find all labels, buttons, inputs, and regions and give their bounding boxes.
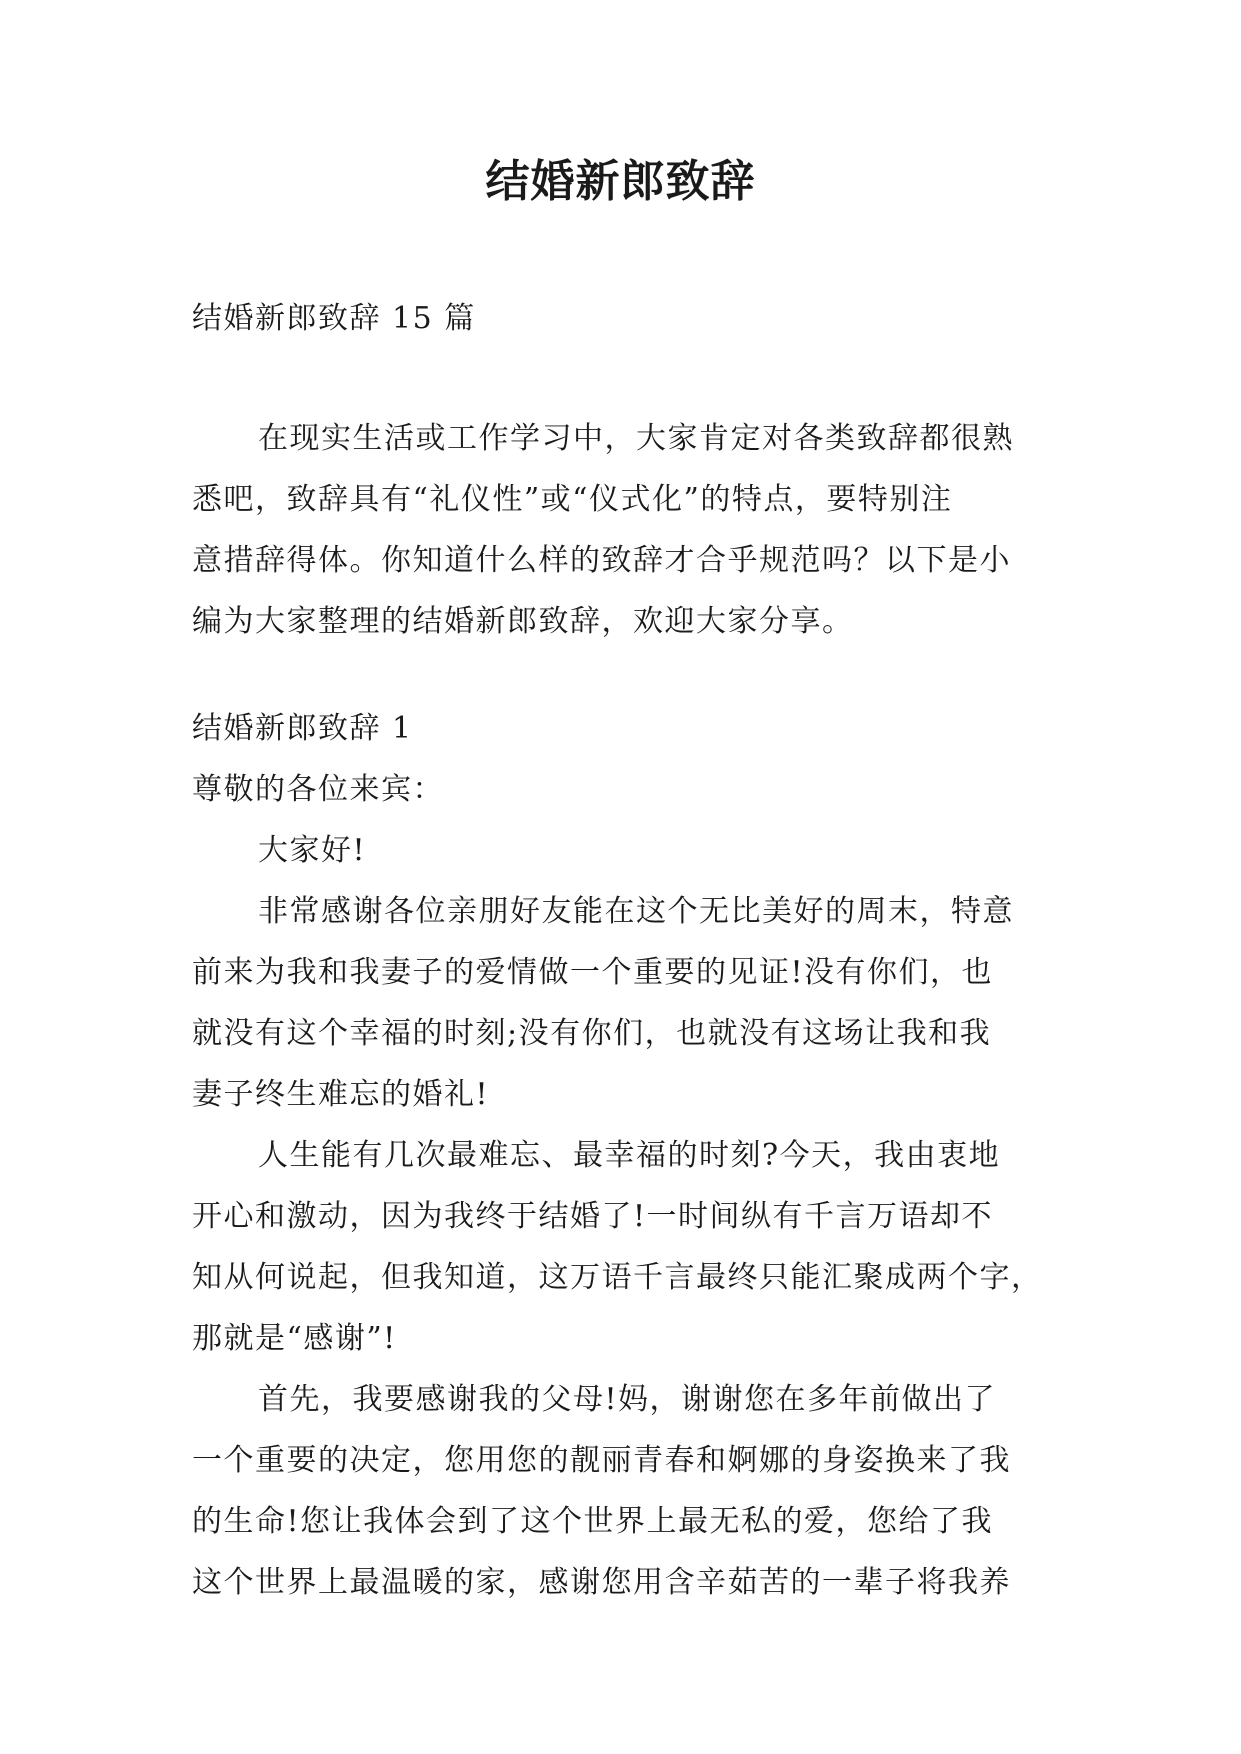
salutation: 尊敬的各位来宾：	[192, 772, 444, 807]
paragraph-2-line: 那就是“感谢”!	[192, 1321, 397, 1356]
speech-section-1	[192, 698, 1052, 1613]
document-subtitle	[192, 288, 1052, 349]
paragraph-1-line: 就没有这个幸福的时刻;没有你们，也就没有这场让我和我	[192, 1016, 992, 1051]
paragraph-1-line: 前来为我和我妻子的爱情做一个重要的见证!没有你们，也	[192, 955, 994, 990]
paragraph-1-line: 妻子终生难忘的婚礼!	[192, 1077, 490, 1112]
intro-line: 悉吧，致辞具有“礼仪性”或“仪式化”的特点，要特别注	[192, 482, 953, 517]
paragraph-2-line: 人生能有几次最难忘、最幸福的时刻?今天，我由衷地	[258, 1138, 1001, 1173]
subtitle-line: 结婚新郎致辞 15 篇	[192, 301, 476, 336]
paragraph-1-line: 非常感谢各位亲朋好友能在这个无比美好的周末，特意	[258, 894, 1014, 929]
paragraph-3-line: 的生命!您让我体会到了这个世界上最无私的爱，您给了我	[192, 1504, 994, 1539]
greeting: 大家好!	[258, 833, 367, 868]
document-title: 结婚新郎致辞	[485, 156, 756, 207]
paragraph-2-line: 开心和激动，因为我终于结婚了!一时间纵有千言万语却不	[192, 1199, 994, 1234]
intro-line: 编为大家整理的结婚新郎致辞，欢迎大家分享。	[192, 604, 854, 639]
paragraph-2-line: 知从何说起，但我知道，这万语千言最终只能汇聚成两个字，	[192, 1260, 1043, 1295]
intro-paragraph	[192, 408, 1052, 652]
intro-line: 在现实生活或工作学习中，大家肯定对各类致辞都很熟	[258, 421, 1014, 456]
paragraph-3-line: 一个重要的决定，您用您的靓丽青春和婀娜的身姿换来了我	[192, 1443, 1011, 1478]
intro-line: 意措辞得体。你知道什么样的致辞才合乎规范吗？以下是小	[192, 543, 1011, 578]
paragraph-3-line: 这个世界上最温暖的家，感谢您用含辛茹苦的一辈子将我养	[192, 1565, 1011, 1600]
section-heading: 结婚新郎致辞 1	[192, 711, 413, 746]
paragraph-3-line: 首先，我要感谢我的父母!妈，谢谢您在多年前做出了	[258, 1382, 997, 1417]
